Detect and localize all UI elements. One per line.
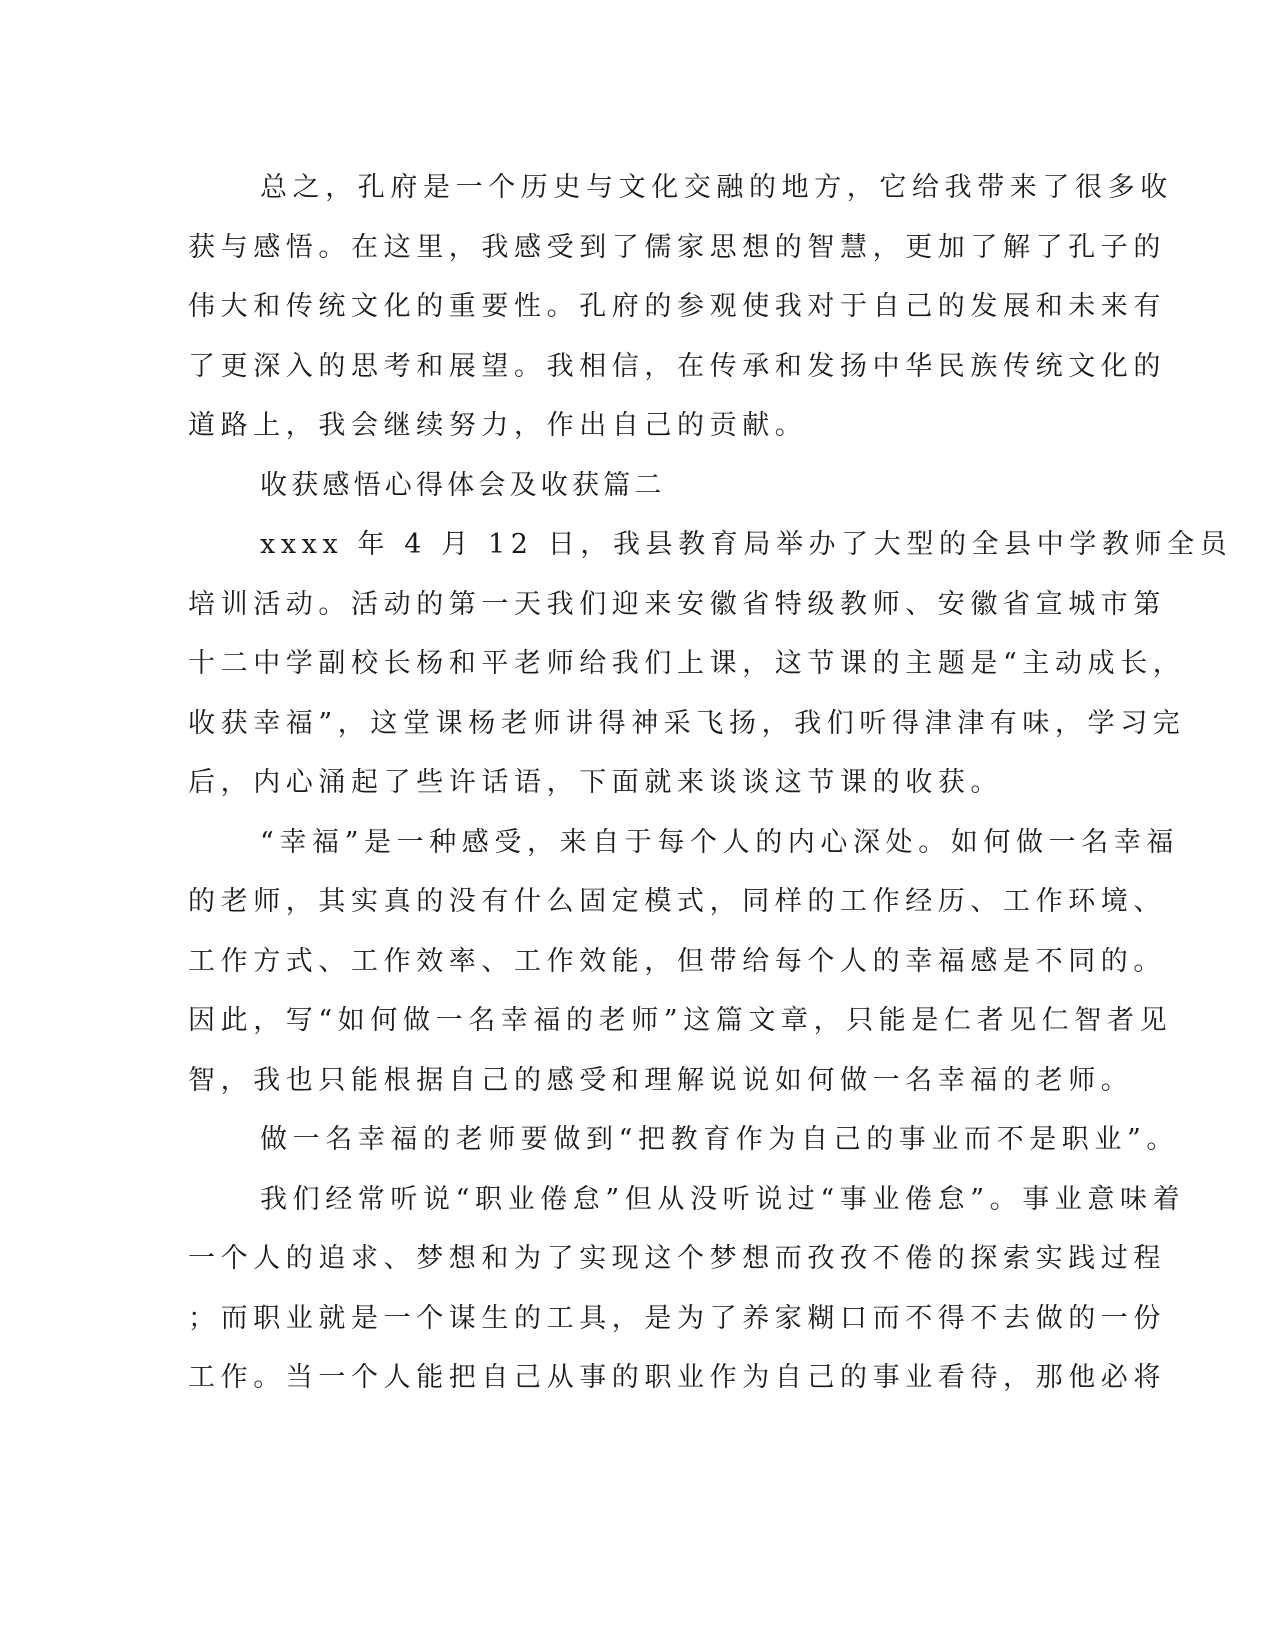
paragraph-training-intro: [188, 515, 1233, 813]
text-line: 的老师，其实真的没有什么固定模式，同样的工作经历、工作环境、: [188, 886, 1166, 917]
text-line: 做一名幸福的老师要做到“把教育作为自己的事业而不是职业”。: [260, 1124, 1180, 1155]
text-line: 工作。当一个人能把自己从事的职业作为自己的事业看待，那他必将: [188, 1362, 1166, 1393]
text-line: 后，内心涌起了些许话语，下面就来谈谈这节课的收获。: [188, 767, 1003, 798]
text-line: ；而职业就是一个谋生的工具，是为了养家糊口而不得不去做的一份: [188, 1302, 1166, 1334]
text-line: xxxx 年 4 月 12 日，我县教育局举办了大型的全县中学教师全员: [260, 529, 1233, 560]
text-line: 收获幸福”，这堂课杨老师讲得神采飞扬，我们听得津津有味，学习完: [188, 707, 1186, 739]
text-line: 伟大和传统文化的重要性。孔府的参观使我对于自己的发展和未来有: [188, 291, 1166, 322]
paragraph-career-thesis: [188, 1110, 1180, 1170]
section-title: 收获感悟心得体会及收获篇二: [260, 469, 666, 501]
text-line: 培训活动。活动的第一天我们迎来安徽省特级教师、安徽省宣城市第: [188, 588, 1166, 620]
document-body: [188, 158, 1233, 1408]
text-line: 智，我也只能根据自己的感受和理解说说如何做一名幸福的老师。: [188, 1064, 1134, 1096]
text-line: 道路上，我会继续努力，作出自己的贡献。: [188, 410, 808, 441]
text-line: 获与感悟。在这里，我感受到了儒家思想的智慧，更加了解了孔子的: [188, 231, 1166, 263]
text-line: 因此，写“如何做一名幸福的老师”这篇文章，只能是仁者见仁智者见: [188, 1005, 1173, 1036]
text-line: 总之，孔府是一个历史与文化交融的地方，它给我带来了很多收: [260, 172, 1173, 203]
paragraph-happiness: [188, 813, 1180, 1111]
section-heading: [188, 456, 1068, 516]
text-line: 我们经常听说“职业倦怠”但从没听说过“事业倦怠”。事业意味着: [260, 1183, 1186, 1215]
text-line: 一个人的追求、梦想和为了实现这个梦想而孜孜不倦的探索实践过程: [188, 1243, 1166, 1274]
paragraph-career-vs-job: [188, 1170, 1186, 1408]
paragraph-conclusion: [188, 158, 1173, 456]
text-line: “幸福”是一种感受，来自于每个人的内心深处。如何做一名幸福: [260, 826, 1180, 858]
text-line: 工作方式、工作效率、工作效能，但带给每个人的幸福感是不同的。: [188, 945, 1166, 977]
text-line: 十二中学副校长杨和平老师给我们上课，这节课的主题是“主动成长，: [188, 648, 1186, 679]
text-line: 了更深入的思考和展望。我相信，在传承和发扬中华民族传统文化的: [188, 350, 1166, 382]
